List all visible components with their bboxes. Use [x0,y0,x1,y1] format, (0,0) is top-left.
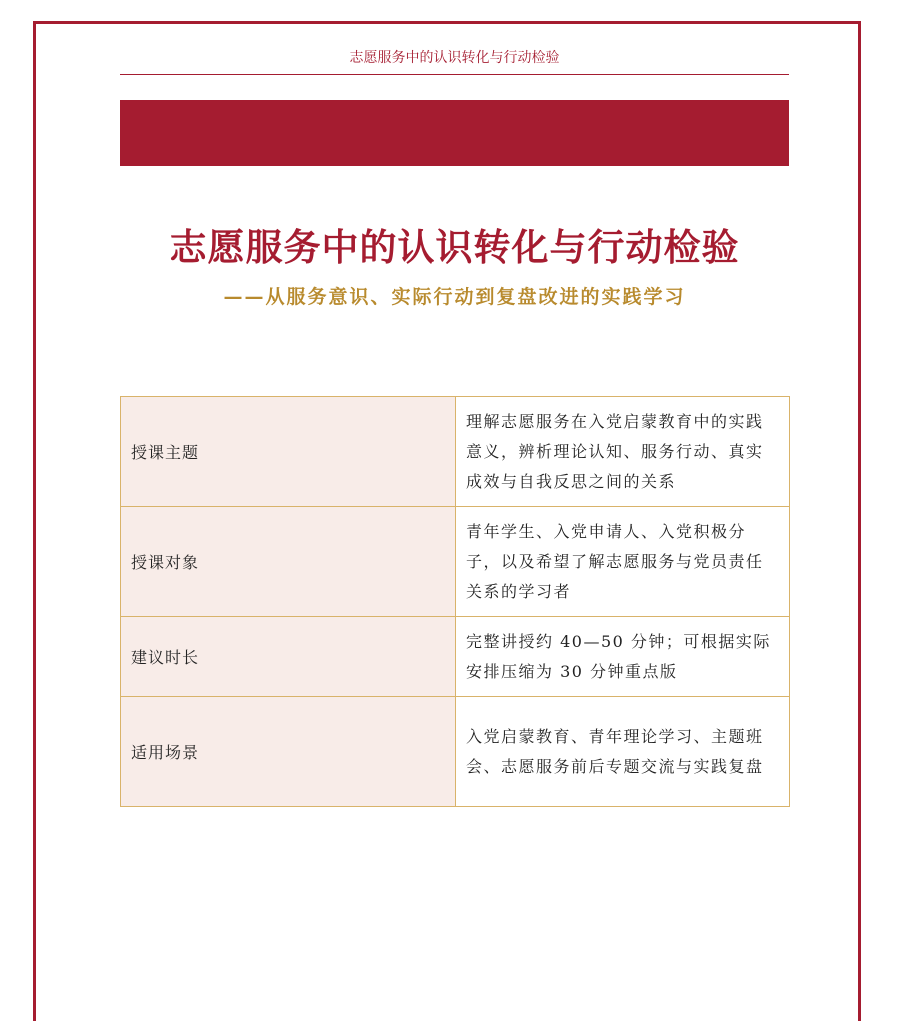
table-row-duration [121,617,790,697]
table-label-duration: 建议时长 [121,617,456,697]
table-value-duration: 完整讲授约 40—50 分钟；可根据实际安排压缩为 30 分钟重点版 [456,617,790,697]
table-row-audience [121,507,790,617]
table-label-theme: 授课主题 [121,397,456,507]
table-row-theme [121,397,790,507]
table-label-scene: 适用场景 [121,697,456,807]
table-value-theme: 理解志愿服务在入党启蒙教育中的实践意义，辨析理论认知、服务行动、真实成效与自我反思之间的关系 [456,397,790,507]
table-value-scene: 入党启蒙教育、青年理论学习、主题班会、志愿服务前后专题交流与实践复盘 [456,697,790,807]
table-row-scene [121,697,790,807]
header-rule [120,74,789,75]
running-header: 志愿服务中的认识转化与行动检验 [349,50,560,66]
page-subtitle: ——从服务意识、实际行动到复盘改进的实践学习 [223,286,686,308]
course-info-table [120,396,790,807]
table-label-audience: 授课对象 [121,507,456,617]
table-value-audience: 青年学生、入党申请人、入党积极分子，以及希望了解志愿服务与党员责任关系的学习者 [456,507,790,617]
page-title: 志愿服务中的认识转化与行动检验 [169,226,740,269]
banner-bar [120,100,789,166]
